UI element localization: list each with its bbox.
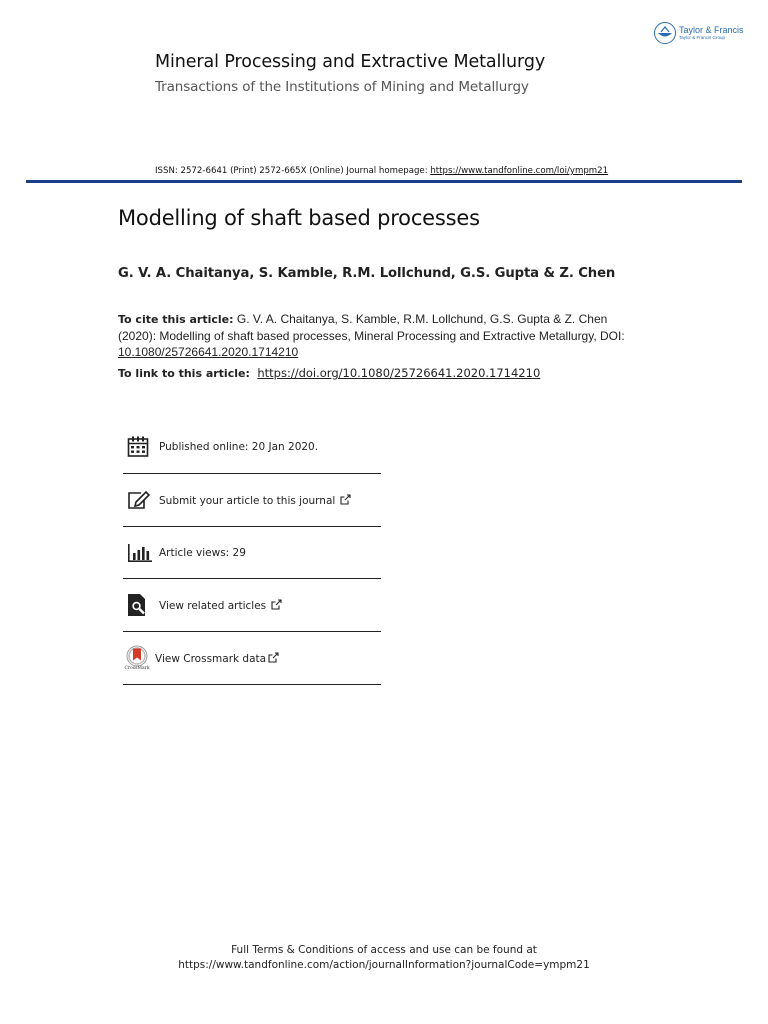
issn-line bbox=[155, 166, 608, 176]
journal-subtitle: Transactions of the Institutions of Mining and Metallurgy bbox=[155, 79, 529, 95]
footer-line-1: Full Terms & Conditions of access and use can be found at bbox=[231, 944, 537, 956]
article-doi-link[interactable]: https://doi.org/10.1080/25726641.2020.1714210 bbox=[257, 366, 541, 380]
views-row bbox=[123, 527, 381, 579]
cite-doi-link[interactable]: 10.1080/25726641.2020.1714210 bbox=[118, 345, 299, 359]
article-title: Modelling of shaft based processes bbox=[118, 206, 480, 230]
article-authors: G. V. A. Chaitanya, S. Kamble, R.M. Lollchund, G.S. Gupta & Z. Chen bbox=[118, 266, 616, 281]
journal-title: Mineral Processing and Extractive Metallurgy bbox=[155, 52, 546, 72]
footer-terms-link[interactable]: https://www.tandfonline.com/action/journalInformation?journalCode=ympm21 bbox=[178, 959, 590, 971]
related-text: View related articles bbox=[159, 599, 267, 612]
cite-text: G. V. A. Chaitanya, S. Kamble, R.M. Lollchund, G.S. Gupta & Z. Chen (2020): Modelling of shaft based processes, Mineral Processing and Extractive Metallurgy, DOI: bbox=[118, 312, 625, 343]
external-link-icon bbox=[271, 599, 282, 610]
external-link-icon bbox=[268, 652, 279, 663]
edit-icon bbox=[127, 490, 151, 510]
issn-text: ISSN: 2572-6641 (Print) 2572-665X (Online) Journal homepage: bbox=[155, 166, 431, 176]
crossmark-icon bbox=[126, 645, 148, 667]
citation-block bbox=[118, 311, 648, 360]
external-link-icon bbox=[340, 494, 351, 505]
publisher-sub: Taylor & Francis Group bbox=[679, 34, 726, 40]
submit-text: Submit your article to this journal bbox=[159, 494, 336, 507]
crossmark-text: View Crossmark data bbox=[155, 652, 267, 665]
related-link[interactable] bbox=[159, 599, 282, 612]
submit-row[interactable] bbox=[123, 474, 381, 527]
cite-label: To cite this article: bbox=[118, 313, 234, 326]
submit-link[interactable] bbox=[159, 494, 351, 507]
taylor-francis-icon bbox=[654, 22, 676, 44]
link-label: To link to this article: bbox=[118, 367, 250, 380]
calendar-icon bbox=[127, 436, 149, 458]
crossmark-row[interactable] bbox=[123, 632, 381, 685]
views-text: Article views: 29 bbox=[159, 546, 246, 559]
link-row bbox=[118, 366, 540, 380]
related-row[interactable] bbox=[123, 579, 381, 632]
publisher-name: Taylor & Francis bbox=[679, 24, 744, 35]
footer bbox=[0, 943, 768, 973]
bar-chart-icon bbox=[127, 543, 153, 563]
crossmark-link[interactable] bbox=[155, 652, 279, 665]
article-info-list bbox=[123, 420, 381, 685]
publisher-logo[interactable] bbox=[654, 22, 744, 44]
published-row bbox=[123, 420, 381, 474]
journal-homepage-link[interactable]: https://www.tandfonline.com/loi/ympm21 bbox=[430, 166, 609, 176]
search-document-icon bbox=[127, 593, 149, 617]
header-divider bbox=[26, 180, 742, 183]
published-text: Published online: 20 Jan 2020. bbox=[159, 440, 319, 453]
crossmark-logo-text: CrossMark bbox=[124, 666, 150, 671]
